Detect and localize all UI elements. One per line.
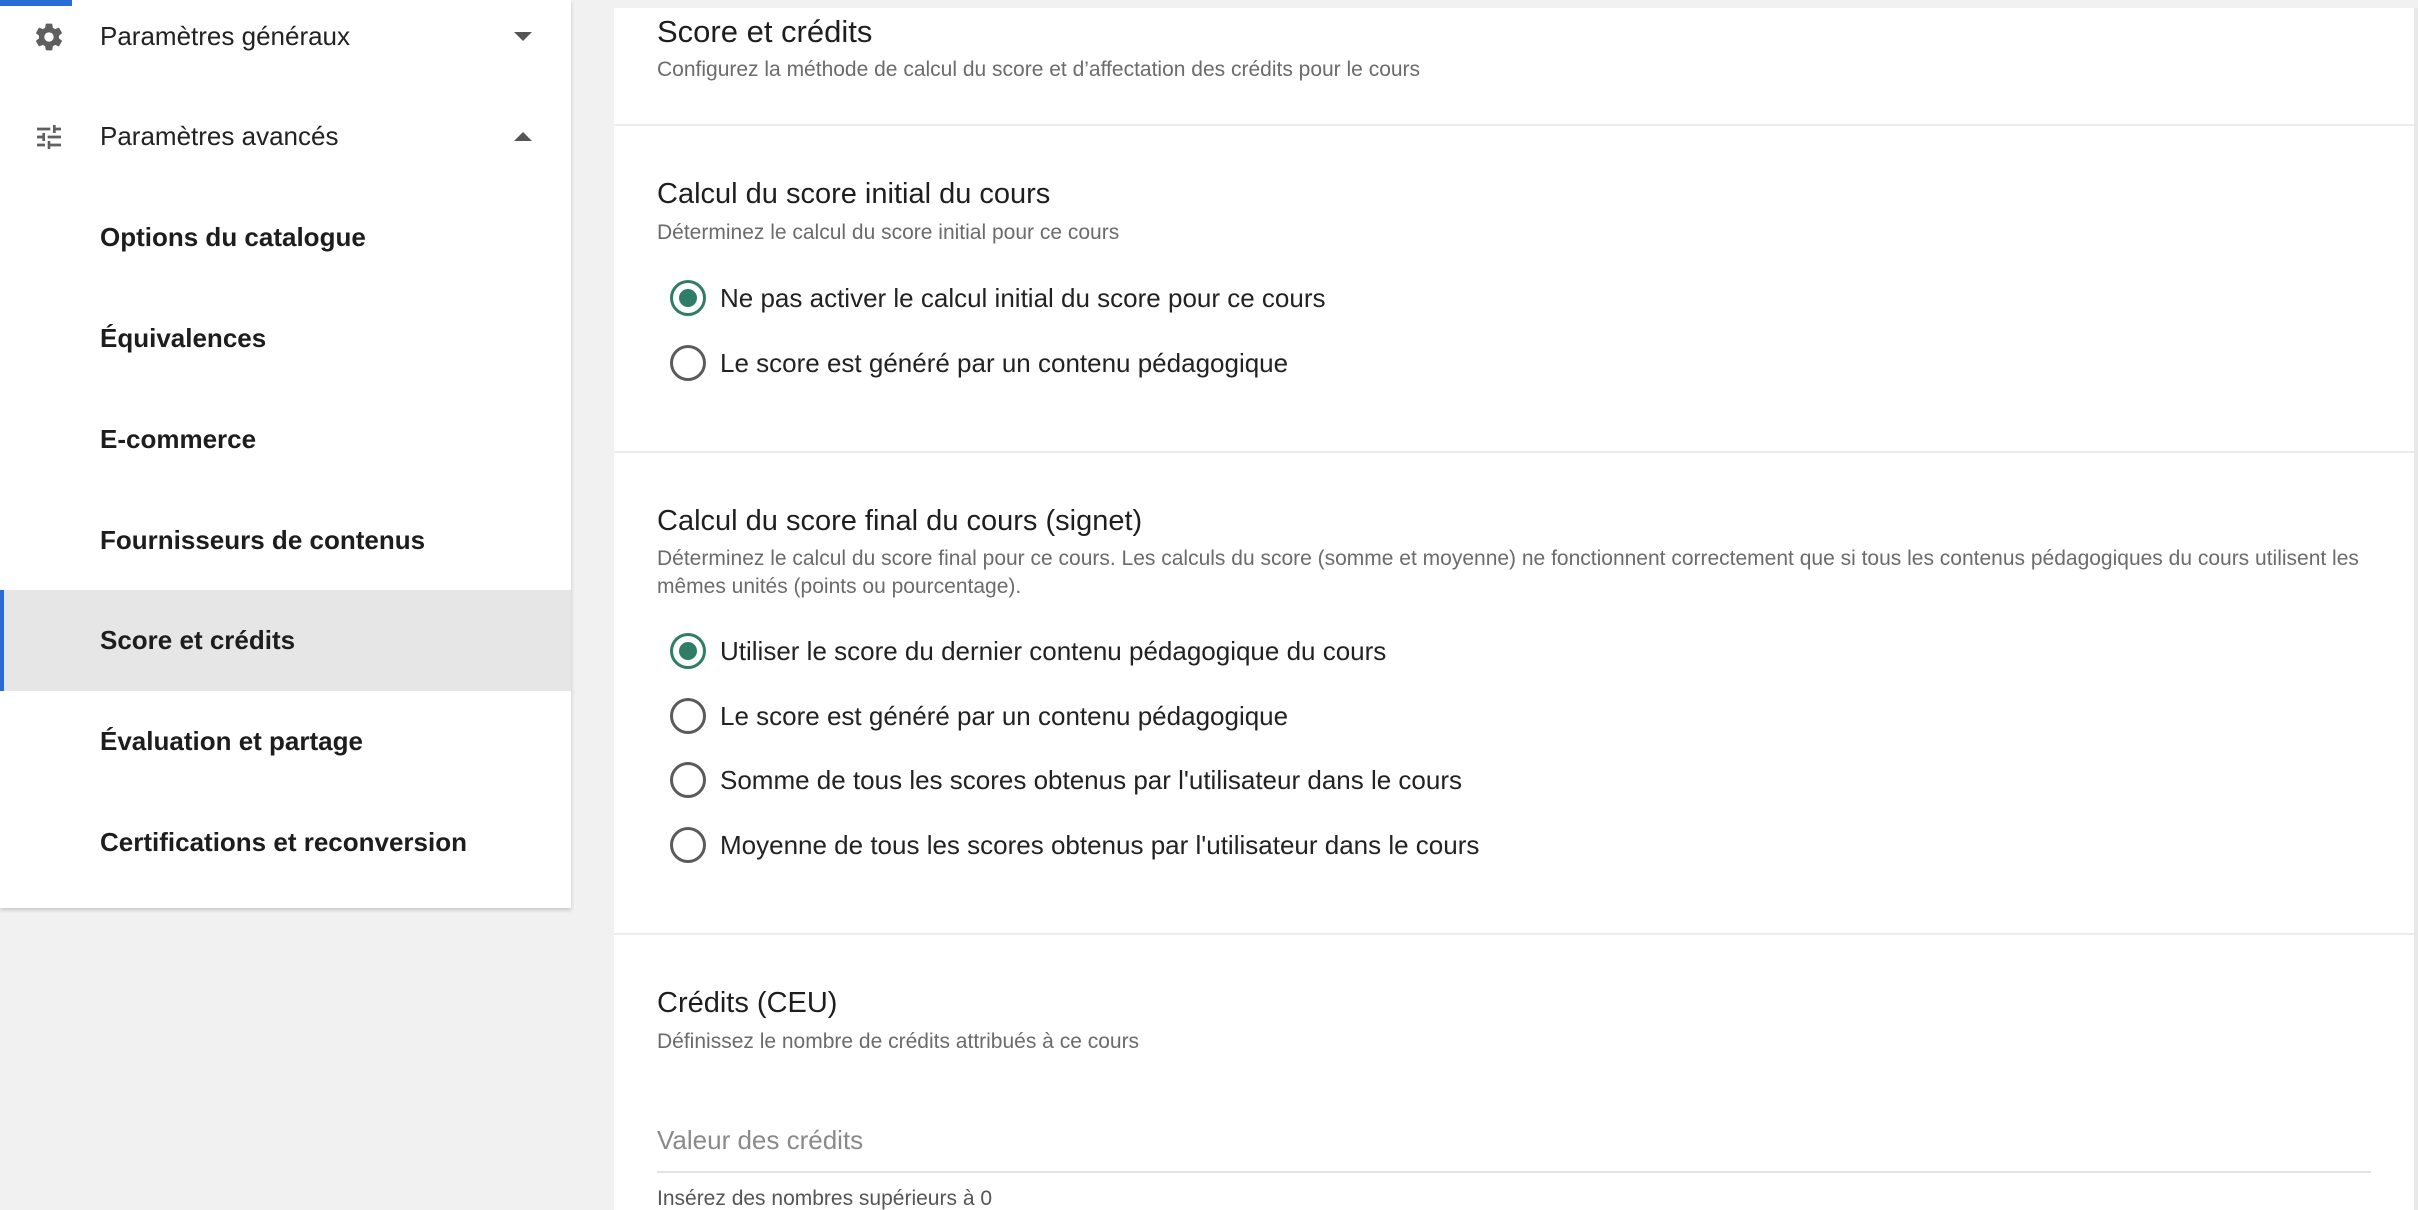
initial-score-option-disabled[interactable] [670, 278, 1326, 318]
initial-score-description: Déterminez le calcul du score initial pour ce cours [657, 221, 1120, 244]
credits-input-underline [657, 1171, 2371, 1173]
sidebar-item-label: Options du catalogue [100, 222, 366, 252]
radio-unchecked[interactable] [670, 762, 706, 798]
initial-score-section [614, 126, 2414, 453]
credits-hint: Insérez des nombres supérieurs à 0 [657, 1187, 993, 1210]
final-score-title: Calcul du score final du cours (signet) [657, 505, 1143, 537]
final-score-description: Déterminez le calcul du score final pour ce cours. Les calculs du score (somme et moyenne) ne fonctionnent correctement que si tous les contenus pédagogiques du cours utilisent les mêmes unités (points ou pourcentage). [657, 547, 2359, 598]
radio-label: Moyenne de tous les scores obtenus par l'utilisateur dans le cours [720, 829, 1480, 860]
header-section [614, 8, 2414, 126]
sliders-icon [32, 120, 66, 154]
sidebar-item-label: Évaluation et partage [100, 726, 363, 756]
sidebar-item-label: Équivalences [100, 323, 267, 353]
final-score-option-sum[interactable] [670, 760, 1462, 800]
page-subtitle: Configurez la méthode de calcul du score et d’affectation des crédits pour le cours [657, 58, 1421, 81]
page-title: Score et crédits [657, 14, 873, 49]
sidebar-item-label: E-commerce [100, 424, 257, 454]
sidebar-item-equivalences[interactable] [0, 288, 571, 389]
radio-unchecked[interactable] [670, 827, 706, 863]
final-score-section [614, 453, 2414, 935]
sidebar-group-label: Paramètres avancés [100, 121, 339, 151]
sidebar-item-certifications[interactable] [0, 792, 571, 893]
radio-unchecked[interactable] [670, 698, 706, 734]
initial-score-option-learning-object[interactable] [670, 343, 1288, 383]
sidebar-item-rating-sharing[interactable] [0, 691, 571, 792]
radio-label: Utiliser le score du dernier contenu pédagogique du cours [720, 635, 1387, 666]
radio-checked[interactable] [670, 280, 706, 316]
radio-label: Somme de tous les scores obtenus par l'utilisateur dans le cours [720, 764, 1463, 795]
credits-title: Crédits (CEU) [657, 987, 838, 1019]
final-score-option-average[interactable] [670, 825, 1479, 865]
gear-icon [32, 20, 66, 54]
radio-label: Le score est généré par un contenu pédagogique [720, 347, 1289, 378]
sidebar-item-label: Certifications et reconversion [100, 827, 467, 857]
sidebar-group-label: Paramètres généraux [100, 21, 351, 51]
final-score-option-last-object[interactable] [670, 631, 1386, 671]
sidebar-item-label: Score et crédits [100, 625, 296, 655]
score-credits-panel [614, 8, 2418, 1210]
sidebar-group-general-settings[interactable] [0, 0, 571, 87]
sidebar-item-ecommerce[interactable] [0, 389, 571, 490]
final-score-option-learning-object[interactable] [670, 696, 1288, 736]
sidebar-item-label: Fournisseurs de contenus [100, 525, 426, 555]
radio-unchecked[interactable] [670, 345, 706, 381]
caret-down-icon [514, 31, 532, 43]
sidebar-item-content-providers[interactable] [0, 490, 571, 591]
settings-sidebar [0, 0, 571, 908]
sidebar-item-catalog-options[interactable] [0, 187, 571, 288]
credits-section [614, 935, 2414, 1210]
radio-label: Ne pas activer le calcul initial du score pour ce cours [720, 282, 1326, 313]
initial-score-title: Calcul du score initial du cours [657, 178, 1051, 210]
radio-label: Le score est généré par un contenu pédagogique [720, 700, 1289, 731]
sidebar-group-advanced-settings[interactable] [0, 86, 571, 187]
sidebar-item-score-credits[interactable] [0, 590, 571, 691]
credits-value-input[interactable] [657, 1103, 2371, 1163]
radio-checked[interactable] [670, 633, 706, 669]
credits-description: Définissez le nombre de crédits attribués à ce cours [657, 1030, 1140, 1053]
credits-value-label: Valeur des crédits [657, 1125, 864, 1155]
caret-up-icon [514, 131, 532, 143]
